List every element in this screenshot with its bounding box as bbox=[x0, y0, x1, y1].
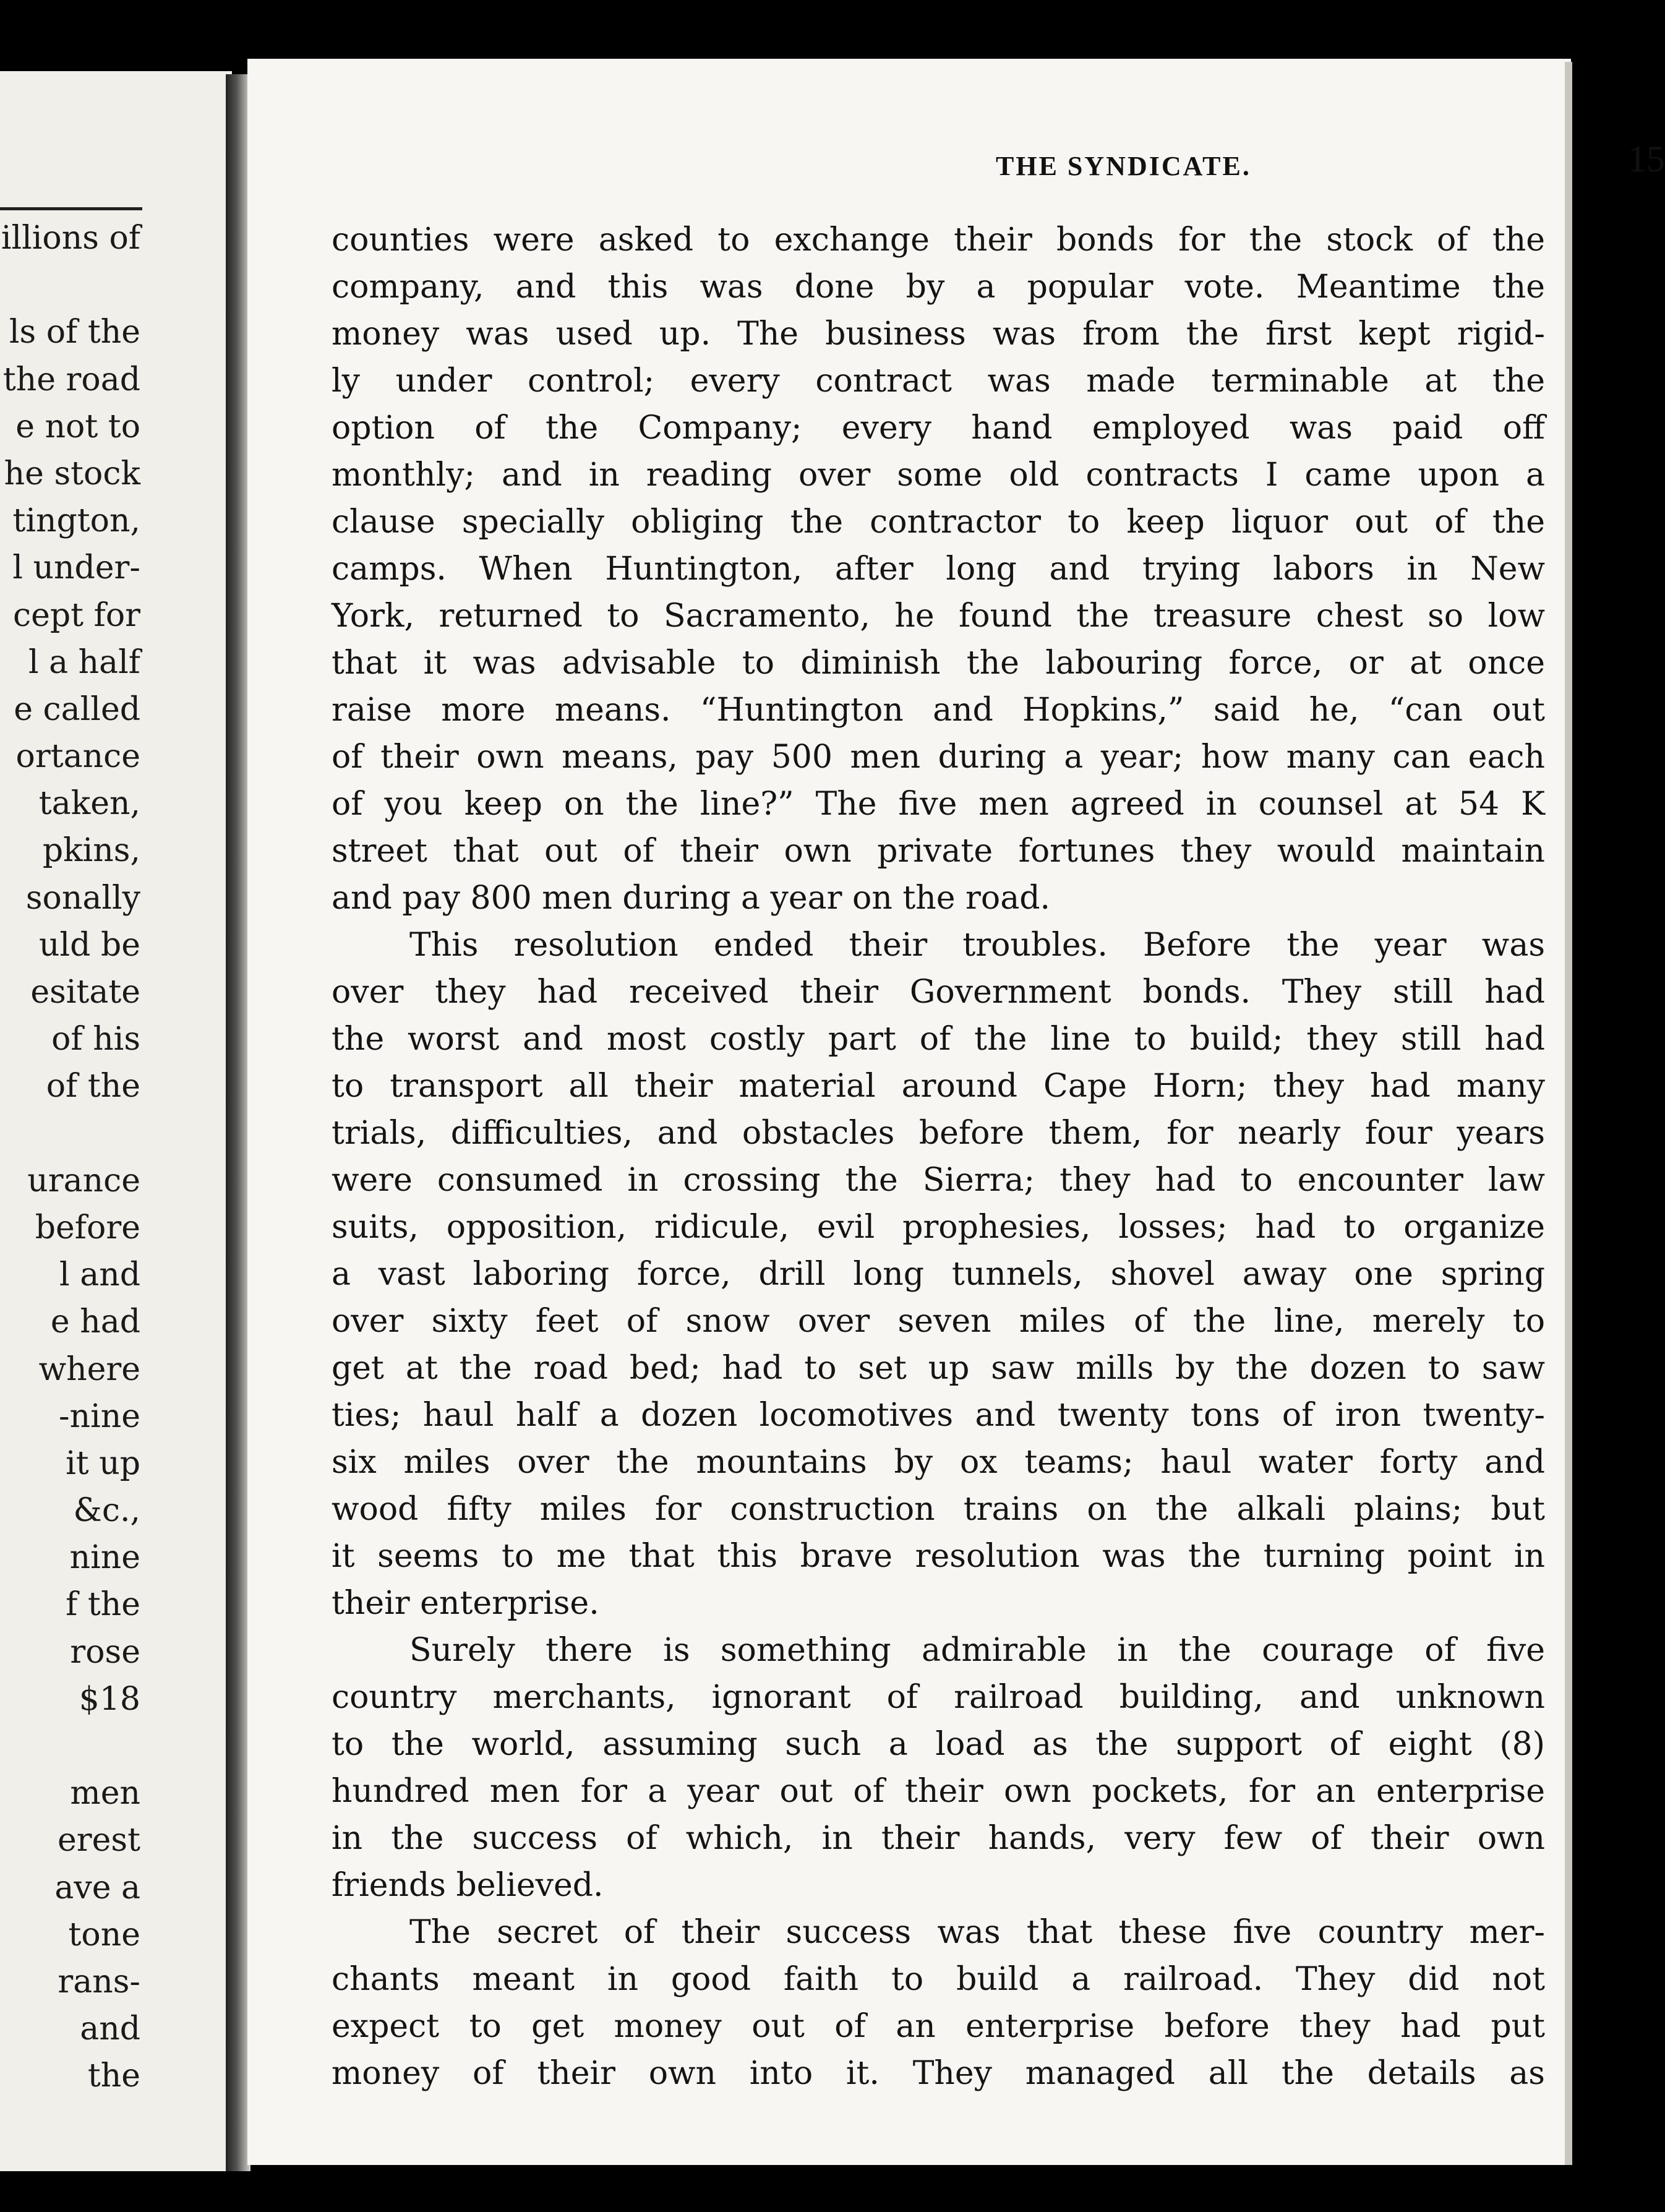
body-text-line: wood fifty miles for construction trains on the alkali plains; but bbox=[332, 1491, 1545, 1528]
body-text-line: of their own means, pay 500 men during a year; how many can each bbox=[332, 739, 1545, 776]
body-text-line: monthly; and in reading over some old contracts I came upon a bbox=[332, 457, 1545, 494]
body-text-line: over they had received their Government bonds. They still had bbox=[332, 974, 1545, 1011]
body-text-line: and pay 800 men during a year on the road. bbox=[332, 880, 1051, 917]
left-page-line: men bbox=[70, 1775, 140, 1812]
page-edge bbox=[1565, 62, 1572, 2165]
page-number: 15 bbox=[1628, 139, 1665, 179]
left-page-line: erest bbox=[58, 1822, 140, 1859]
body-text-line: of you keep on the line?” The five men agreed in counsel at 54 K bbox=[332, 786, 1545, 823]
left-page-line: of the bbox=[46, 1068, 140, 1105]
left-page-line: before bbox=[35, 1209, 140, 1246]
book-gutter-shadow bbox=[226, 74, 250, 2171]
left-page-line: he stock bbox=[4, 455, 140, 492]
left-page-line: sonally bbox=[25, 879, 140, 917]
body-text-line: friends believed. bbox=[332, 1867, 604, 1904]
body-text-line: option of the Company; every hand employed was paid off bbox=[332, 409, 1545, 447]
left-page-line: $18 bbox=[79, 1680, 140, 1718]
left-page-line bbox=[1, 262, 140, 309]
left-page-line: the bbox=[87, 2057, 140, 2095]
left-page-line: of his bbox=[51, 1021, 140, 1058]
left-page-line: e called bbox=[14, 690, 140, 728]
body-text-line: hundred men for a year out of their own pockets, for an enterprise bbox=[332, 1773, 1545, 1810]
body-text-line: York, returned to Sacramento, he found the treasure chest so low bbox=[332, 598, 1545, 635]
left-page-line: &c., bbox=[73, 1492, 140, 1530]
body-text-line: ties; haul half a dozen locomotives and twenty tons of iron twenty- bbox=[332, 1397, 1545, 1434]
left-page-line: -nine bbox=[59, 1397, 140, 1435]
left-page-line: nine bbox=[69, 1539, 140, 1577]
body-text-line: in the success of which, in their hands, very few of their own bbox=[332, 1820, 1545, 1857]
left-page-header-rule bbox=[0, 207, 142, 210]
body-text-line: company, and this was done by a popular vote. Meantime the bbox=[332, 268, 1545, 306]
left-page-line: l and bbox=[59, 1256, 140, 1294]
left-page-line: l under- bbox=[12, 549, 140, 587]
left-page-line: ave a bbox=[54, 1869, 140, 1906]
body-text-line: to transport all their material around Cape Horn; they had many bbox=[332, 1068, 1545, 1105]
left-page-line: pkins, bbox=[42, 832, 140, 870]
left-page-line: it up bbox=[66, 1444, 140, 1482]
body-text-line: counties were asked to exchange their bonds for the stock of the bbox=[332, 221, 1545, 259]
body-text-line: camps. When Huntington, after long and trying labors in New bbox=[332, 551, 1545, 588]
body-text-line: the worst and most costly part of the line to build; they still had bbox=[332, 1021, 1545, 1058]
body-text-line: The secret of their success was that these five country mer- bbox=[409, 1914, 1545, 1951]
body-text-line: trials, difficulties, and obstacles before them, for nearly four years bbox=[332, 1115, 1545, 1152]
body-text-line: six miles over the mountains by ox teams; haul water forty and bbox=[332, 1444, 1545, 1481]
body-text-line: to the world, assuming such a load as the support of eight (8) bbox=[332, 1726, 1545, 1763]
left-page-line: where bbox=[38, 1350, 140, 1388]
left-page-text-fragments bbox=[1, 215, 140, 2100]
body-text-line: their enterprise. bbox=[332, 1585, 599, 1622]
left-page-line: tone bbox=[68, 1916, 140, 1953]
left-page-line: cept for bbox=[12, 596, 140, 634]
left-page-line bbox=[1, 1723, 140, 1770]
body-text-line: that it was advisable to diminish the labouring force, or at once bbox=[332, 645, 1545, 682]
body-text-line: country merchants, ignorant of railroad building, and unknown bbox=[332, 1679, 1545, 1716]
body-text-line: money was used up. The business was from the first kept rigid- bbox=[332, 315, 1545, 353]
running-title: THE SYNDICATE. bbox=[996, 151, 1251, 181]
body-text-line: money of their own into it. They managed all the details as bbox=[332, 2055, 1545, 2092]
left-page-line: ls of the bbox=[9, 314, 140, 351]
left-page-line: taken, bbox=[38, 785, 140, 823]
body-text-line: raise more means. “Huntington and Hopkins,” said he, “can out bbox=[332, 692, 1545, 729]
body-text-line: it seems to me that this brave resolution was the turning point in bbox=[332, 1538, 1545, 1575]
left-page-line: and bbox=[80, 2010, 140, 2048]
left-page-line: uld be bbox=[39, 926, 140, 964]
left-page-line: ortance bbox=[15, 738, 140, 776]
left-page-line: illions of bbox=[1, 220, 140, 257]
body-text-line: get at the road bed; had to set up saw mills by the dozen to saw bbox=[332, 1350, 1545, 1387]
left-page-line: l a half bbox=[28, 643, 140, 681]
body-text-line: chants meant in good faith to build a railroad. They did not bbox=[332, 1961, 1545, 1998]
left-page-line: e not to bbox=[15, 408, 140, 445]
left-page-line: f the bbox=[66, 1586, 140, 1624]
body-text-line: expect to get money out of an enterprise before they had put bbox=[332, 2008, 1545, 2045]
left-page-line: tington, bbox=[12, 502, 140, 540]
left-page-line: rans- bbox=[58, 1963, 140, 2000]
left-page-line: urance bbox=[27, 1162, 140, 1199]
body-text-line: a vast laboring force, drill long tunnels, shovel away one spring bbox=[332, 1256, 1545, 1293]
left-page-line bbox=[1, 1110, 140, 1157]
body-text-line: ly under control; every contract was made terminable at the bbox=[332, 362, 1545, 400]
left-page-line: esitate bbox=[30, 974, 140, 1011]
body-text-line: This resolution ended their troubles. Before the year was bbox=[409, 927, 1545, 964]
right-page bbox=[247, 59, 1665, 2165]
left-page bbox=[0, 71, 232, 2171]
left-page-line: e had bbox=[50, 1303, 140, 1341]
body-text-line: were consumed in crossing the Sierra; they had to encounter law bbox=[332, 1162, 1545, 1199]
body-text-line: clause specially obliging the contractor to keep liquor out of the bbox=[332, 504, 1545, 541]
body-text-line: street that out of their own private fortunes they would maintain bbox=[332, 833, 1545, 870]
page-body-text bbox=[332, 216, 1545, 2097]
body-text-line: suits, opposition, ridicule, evil prophesies, losses; had to organize bbox=[332, 1209, 1545, 1246]
left-page-line: the road bbox=[2, 361, 140, 398]
body-text-line: Surely there is something admirable in the courage of five bbox=[409, 1632, 1545, 1669]
body-text-line: over sixty feet of snow over seven miles of the line, merely to bbox=[332, 1303, 1545, 1340]
left-page-line: rose bbox=[70, 1633, 140, 1671]
